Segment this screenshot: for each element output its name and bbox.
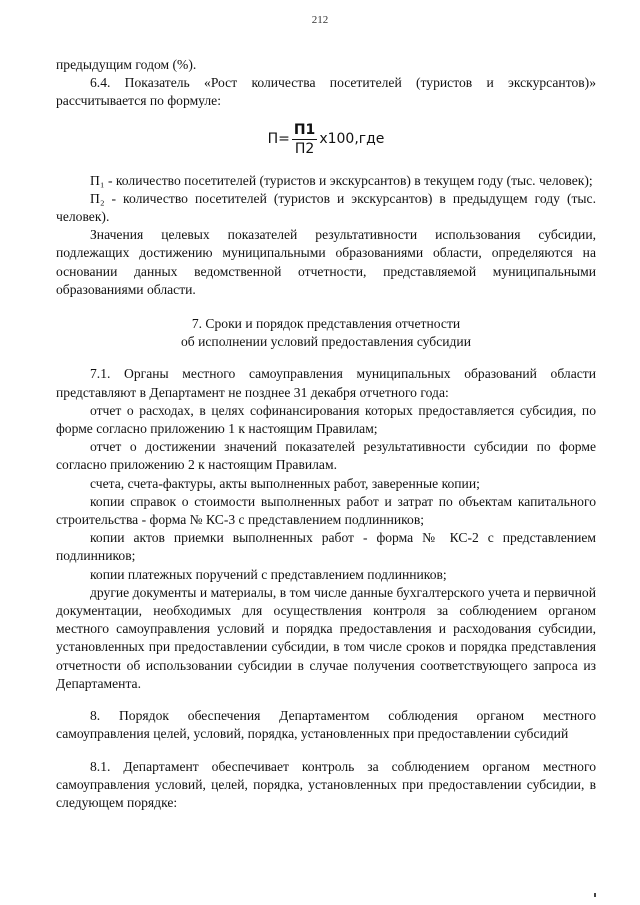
paragraph: другие документы и материалы, в том числе данные бухгалтерского учета и первичной документации, необходимых для осуществления контроля за соблюдением органом местного самоуправления условий и порядка предоставления и расходования субсидии, установленных при предоставлении субсидии, в том числе сроков и порядка представления отчетности об использовании субсидии в случае получения соответствующего запроса из Департамента. (56, 584, 596, 691)
paragraph: 6.4. Показатель «Рост количества посетителей (туристов и экскурсантов)» рассчитывается по формуле: (56, 75, 596, 109)
paragraph: копии справок о стоимости выполненных работ и затрат по объектам капитального строительства - форма № КС-3 с представлением подлинников; (56, 493, 596, 528)
page-number: 212 (311, 14, 329, 26)
paragraph: отчет о расходах, в целях софинансирования которых предоставляется субсидия, по форме согласно приложению 1 к настоящим Правилам; (56, 402, 596, 437)
paragraph: счета, счета-фактуры, акты выполненных работ, заверенные копии; (90, 475, 480, 491)
paragraph: копии актов приемки выполненных работ - форма № КС-2 с представлением подлинников; (56, 530, 596, 564)
paragraph: 8.1. Департамент обеспечивает контроль за соблюдением органом местного самоуправления условий, целей, порядка, установленных при предоставлении субсидии, в следующем порядке: (56, 758, 596, 810)
paragraph: копии платежных поручений с представлением подлинников; (90, 566, 447, 582)
formula-lhs: П= (267, 131, 290, 147)
paragraph: отчет о достижении значений показателей результативности субсидии по форме согласно приложению 2 к настоящим Правилам. (56, 439, 596, 473)
formula-tail: х100,где (319, 131, 385, 147)
section-7-heading: 7. Сроки и порядок представления отчетности об исполнении условий предоставления субсидии (181, 316, 471, 350)
definition-p2: П₂ - количество посетителей (туристов и экскурсантов) в предыдущем году (тыс. человек). (56, 190, 596, 225)
paragraph: предыдущим годом (%). (56, 57, 197, 72)
paragraph: Значения целевых показателей результативности использования субсидии, подлежащих достижению муниципальными образованиями области, определяются на основании данных ведомственной отчетности, представляемой муниципальными образованиями области. (56, 227, 596, 297)
formula-numerator: П1 (293, 121, 316, 138)
scan-mark (594, 893, 596, 897)
paragraph: 7.1. Органы местного самоуправления муниципальных образований области представляют в Департамент не позднее 31 декабря отчетного года: (56, 366, 596, 400)
formula-denominator: П2 (294, 140, 315, 157)
formula-fraction (292, 121, 317, 158)
section-8-heading: 8. Порядок обеспечения Департаментом соблюдения органом местного самоуправления целей, условий, порядка, установленных при предоставлении субсидий (56, 708, 596, 742)
definition-p1: П₁ - количество посетителей (туристов и экскурсантов) в текущем году (тыс. человек); (90, 172, 593, 188)
document-body (56, 56, 596, 812)
formula (56, 121, 596, 158)
